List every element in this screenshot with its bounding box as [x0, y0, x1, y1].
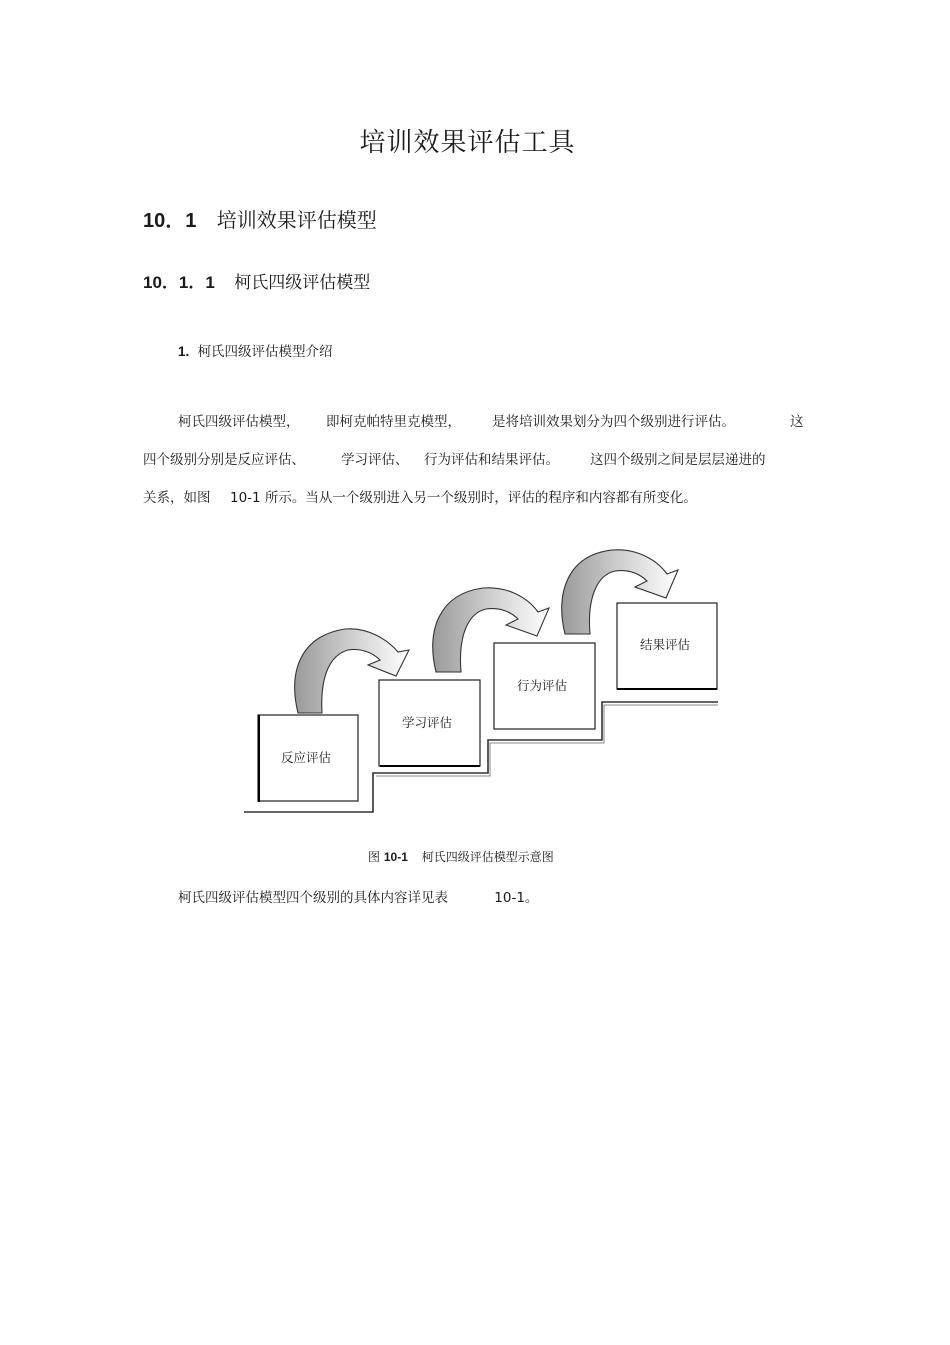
step-label-reaction: 反应评估 [280, 750, 332, 765]
caption-text: 柯氏四级评估模型示意图 [421, 850, 554, 864]
paragraph-segment: 四个级别分别是反应评估、 [143, 452, 305, 468]
paragraph-segment: 是将培训效果划分为四个级别进行评估。 [492, 414, 735, 430]
step-label-behavior: 行为评估 [516, 678, 568, 693]
figure-caption [368, 848, 554, 865]
paragraph-segment: 即柯克帕特里克模型， [326, 414, 461, 430]
closing-table-ref: 10-1。 [494, 890, 539, 906]
section-title: 培训效果评估模型 [216, 208, 377, 232]
closing-paragraph [178, 886, 538, 906]
item-title: 柯氏四级评估模型介绍 [197, 344, 333, 360]
step-label-results: 结果评估 [639, 637, 691, 652]
subsection-title: 柯氏四级评估模型 [234, 273, 371, 293]
item-number: 1. [178, 344, 190, 359]
step-label-learning: 学习评估 [401, 715, 453, 730]
paragraph-segment: 学习评估、 [341, 452, 409, 468]
paragraph-segment: 这 [790, 414, 804, 430]
paragraph-segment: 行为评估和结果评估。 [424, 452, 559, 468]
paragraph-segment: 关系，如图 [143, 490, 211, 506]
caption-prefix: 图 [368, 850, 381, 864]
subsection-number: 10．1．1 [143, 273, 215, 292]
caption-number: 10-1 [383, 850, 408, 864]
paragraph-segment: 柯氏四级评估模型， [178, 414, 300, 430]
paragraph-segment: 10-1 所示。当从一个级别进入另一个级别时，评估的程序和内容都有所变化。 [230, 490, 697, 506]
document-title: 培训效果评估工具 [359, 128, 576, 158]
paragraph-segment: 这四个级别之间是层层递进的 [590, 452, 766, 468]
closing-text: 柯氏四级评估模型四个级别的具体内容详见表 [178, 890, 448, 906]
section-number: 10．1 [143, 210, 197, 232]
